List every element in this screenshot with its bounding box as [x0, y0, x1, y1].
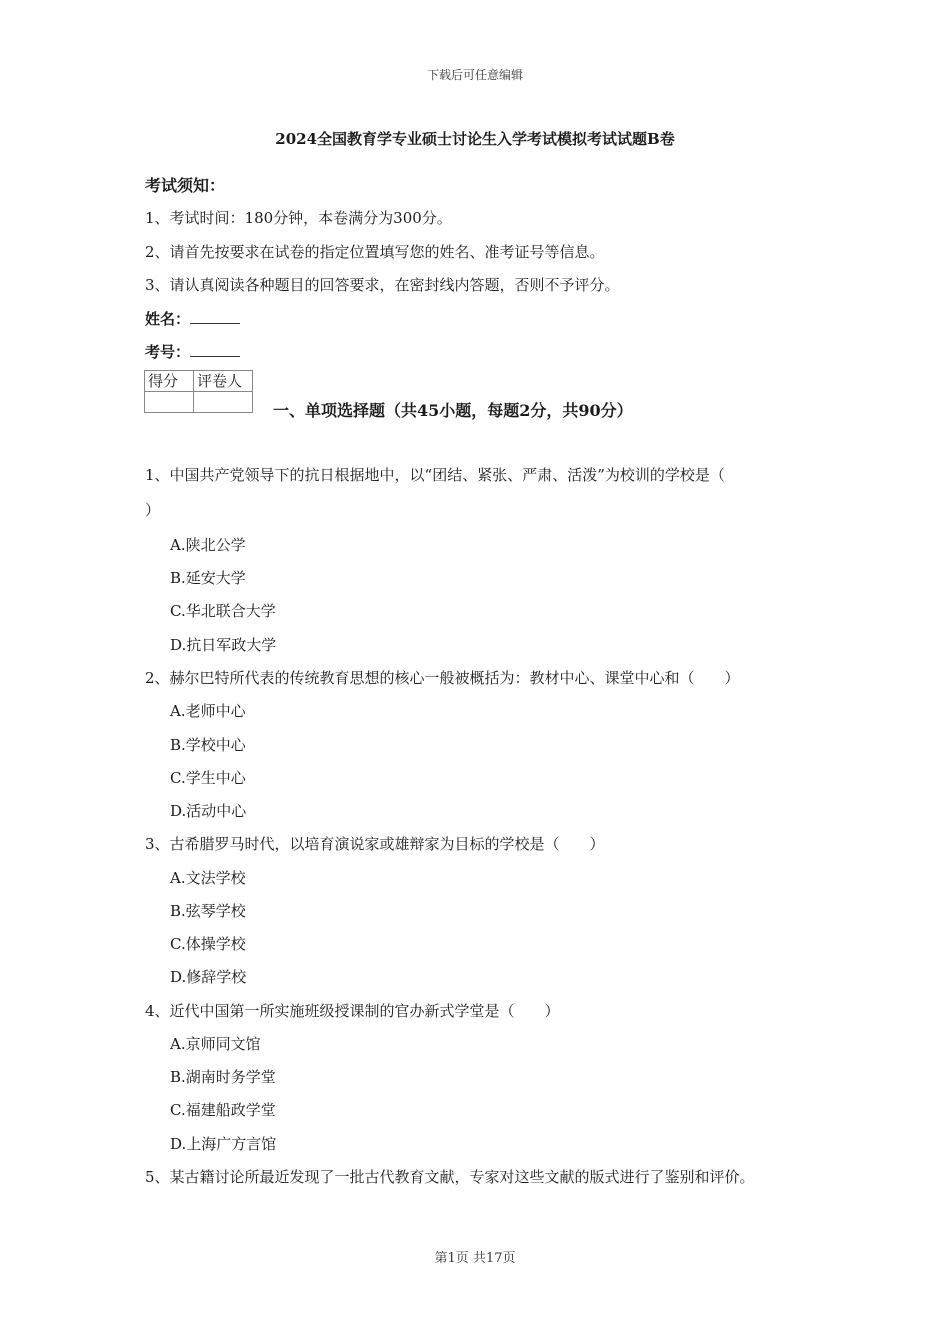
page-footer: 第1页 共17页 — [434, 1251, 516, 1266]
notice-item: 1、考试时间：180分钟，本卷满分为300分。 — [145, 209, 452, 227]
question-1-option-a: A.陕北公学 — [170, 536, 246, 554]
question-3-option-c: C.体操学校 — [170, 935, 246, 953]
notice-item: 2、请首先按要求在试卷的指定位置填写您的姓名、准考证号等信息。 — [145, 243, 605, 261]
question-4-option-a: A.京师同文馆 — [170, 1035, 261, 1053]
name-blank[interactable] — [190, 309, 240, 324]
section-title: 一、单项选择题（共45小题，每题2分，共90分） — [273, 401, 633, 420]
grader-cell[interactable] — [194, 392, 253, 413]
question-3: 3、古希腊罗马时代，以培育演说家或雄辩家为目标的学校是（ ） — [145, 835, 605, 853]
question-2-option-a: A.老师中心 — [170, 702, 246, 720]
header-note: 下载后可任意编辑 — [426, 68, 523, 82]
exam-number-blank[interactable] — [190, 342, 240, 357]
question-5: 5、某古籍讨论所最近发现了一批古代教育文献，专家对这些文献的版式进行了鉴别和评价。 — [145, 1168, 755, 1186]
notice-heading: 考试须知： — [145, 176, 226, 195]
question-2: 2、赫尔巴特所代表的传统教育思想的核心一般被概括为：教材中心、课堂中心和（ ） — [145, 669, 740, 687]
question-4: 4、近代中国第一所实施班级授课制的官办新式学堂是（ ） — [145, 1002, 560, 1020]
name-field — [145, 308, 240, 329]
question-2-option-d: D.活动中心 — [170, 802, 247, 820]
question-1: 1、中国共产党领导下的抗日根据地中，以“团结、紧张、严肃、活泼”为校训的学校是（ — [145, 466, 725, 484]
question-4-option-d: D.上海广方言馆 — [170, 1135, 277, 1153]
name-label: 姓名： — [145, 310, 191, 328]
question-1-option-c: C.华北联合大学 — [170, 602, 276, 620]
grader-header: 评卷人 — [194, 371, 253, 392]
score-table — [144, 370, 253, 413]
question-1-continued: ） — [145, 501, 161, 519]
question-1-option-d: D.抗日军政大学 — [170, 636, 277, 654]
question-4-option-b: B.湖南时务学堂 — [170, 1068, 276, 1086]
question-3-option-d: D.修辞学校 — [170, 968, 247, 986]
question-3-option-b: B.弦琴学校 — [170, 902, 246, 920]
question-2-option-c: C.学生中心 — [170, 769, 246, 787]
question-3-option-a: A.文法学校 — [170, 869, 246, 887]
exam-number-label: 考号： — [145, 343, 191, 361]
question-2-option-b: B.学校中心 — [170, 736, 246, 754]
exam-number-field — [145, 341, 240, 362]
document-title: 2024全国教育学专业硕士讨论生入学考试模拟考试试题B卷 — [275, 130, 675, 148]
notice-item: 3、请认真阅读各种题目的回答要求，在密封线内答题，否则不予评分。 — [145, 276, 620, 294]
score-cell[interactable] — [145, 392, 194, 413]
question-1-option-b: B.延安大学 — [170, 569, 246, 587]
score-header: 得分 — [145, 371, 194, 392]
question-4-option-c: C.福建船政学堂 — [170, 1101, 276, 1119]
